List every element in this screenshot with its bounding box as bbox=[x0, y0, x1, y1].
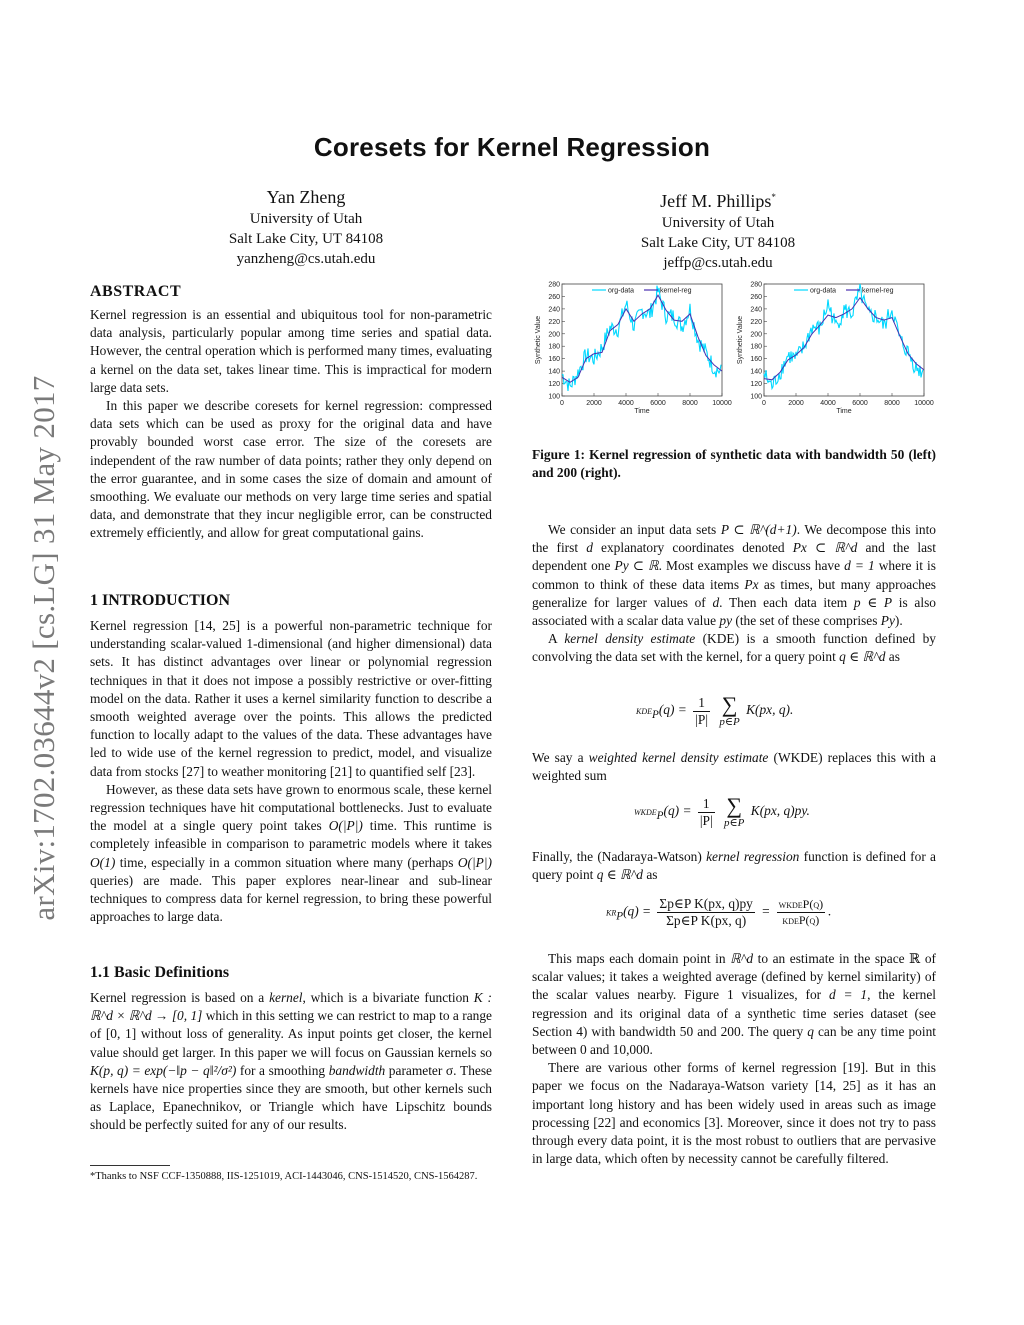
legend-label-org-data: org-data bbox=[810, 287, 837, 295]
text-run: . Then each data item bbox=[719, 594, 854, 610]
text-run: We say a bbox=[532, 750, 589, 765]
sigma-symbol: ∑ bbox=[726, 793, 743, 818]
text-run: However, as these data sets have grown to enormous scale, these kernel regression techniques have hit computational bottlenecks. Just to evaluate the model at a single query point takes bbox=[90, 781, 492, 834]
equation-part: K(px, q)py. bbox=[750, 803, 810, 819]
y-tick-label: 240 bbox=[750, 306, 762, 314]
footnote-rule bbox=[90, 1165, 170, 1166]
y-tick-label: 280 bbox=[548, 281, 560, 289]
denominator: Σp∈P K(px, q) bbox=[666, 913, 747, 928]
text-run: (the set of these comprises bbox=[732, 613, 881, 629]
author-name-text: Jeff M. Phillips bbox=[660, 191, 772, 211]
text-run: , the kernel regression and its original data of a synthetic time series dataset (see Section 4) with bandwidth 50 and 200. The query bbox=[532, 987, 937, 1039]
math-inline: d = 1 bbox=[828, 987, 868, 1003]
intro-paragraph: Kernel regression [14, 25] is a powerful non-parametric technique for understanding scalar-valued 1-dimensional (and higher dimensional) data sets. It has distinct advantages over linear or polynomial regression techniques in that it does not impose a possibly restrictive or over-fitting model on the data. Rather it uses a kernel similarity function to describe a smooth weighted average over the points. This allows the predicted function to locally adapt to the values of the data. These advantages have led to wide use of the kernel regression to predict, model, and visualize data from stocks [27] to weather monitoring [21] to quantified self [23]. bbox=[90, 618, 492, 779]
abstract-heading: ABSTRACT bbox=[90, 283, 182, 300]
text-run: as bbox=[642, 867, 658, 883]
y-tick-label: 260 bbox=[750, 293, 762, 301]
text-run: Finally, the (Nadaraya-Watson) bbox=[532, 849, 707, 864]
legend-label-kernel-reg: kernel-reg bbox=[862, 287, 894, 295]
legend-label-kernel-reg: kernel-reg bbox=[660, 287, 692, 295]
text-run: Kernel regression is based on a bbox=[90, 990, 270, 1005]
y-tick-label: 180 bbox=[750, 343, 762, 351]
math-inline: q ∈ ℝ^d bbox=[596, 867, 643, 883]
math-inline: O(1) bbox=[90, 854, 116, 870]
author-address: Salt Lake City, UT 84108 bbox=[640, 235, 796, 251]
denominator: kdeP(q) bbox=[782, 913, 820, 927]
fraction bbox=[777, 897, 825, 928]
math-inline: K(p, q) = exp(−‖p − q‖²/σ²) bbox=[90, 1062, 237, 1078]
sum-index: p∈P bbox=[719, 716, 740, 728]
y-tick-label: 160 bbox=[750, 356, 762, 364]
basic-definitions-body bbox=[90, 989, 492, 1135]
text-run: (KDE) is a smooth function defined by convolving the data set with the kernel, for a query point bbox=[532, 631, 936, 665]
y-tick-label: 260 bbox=[548, 293, 560, 301]
paragraph bbox=[532, 630, 936, 666]
summation bbox=[724, 795, 744, 829]
math-inline: d bbox=[586, 540, 593, 556]
y-tick-label: 220 bbox=[548, 318, 560, 326]
y-tick-label: 200 bbox=[750, 331, 762, 339]
text-run: is also associated with a scalar data value bbox=[532, 594, 937, 629]
author-affiliation: University of Utah bbox=[661, 215, 775, 231]
subsection-heading-basic-definitions: 1.1 Basic Definitions bbox=[90, 964, 230, 981]
arxiv-stamp: arXiv:1702.03644v2 [cs.LG] 31 May 2017 bbox=[26, 375, 61, 921]
right-column-body-1 bbox=[532, 521, 936, 667]
author-name: Yan Zheng bbox=[266, 187, 346, 207]
text-run: , which is a bivariate function bbox=[302, 990, 474, 1005]
denominator: |P| bbox=[695, 711, 708, 727]
fraction bbox=[698, 796, 715, 829]
y-axis-label: Synthetic Value bbox=[737, 315, 744, 365]
text-run: function is defined for a query point bbox=[532, 849, 936, 883]
fraction bbox=[657, 896, 754, 929]
text-run: . Most examples we discuss have bbox=[658, 558, 845, 574]
x-tick-label: 8000 bbox=[682, 400, 698, 407]
x-axis-label: Time bbox=[634, 408, 650, 415]
equation-wkde bbox=[634, 795, 810, 829]
x-axis-label: Time bbox=[836, 408, 852, 415]
equation-kernel-regression bbox=[606, 896, 831, 929]
author-block-2 bbox=[568, 185, 868, 273]
numerator: Σp∈P K(px, q)py bbox=[659, 896, 753, 911]
text-run: time, especially in a common situation where many (perhaps bbox=[115, 854, 458, 870]
paragraph bbox=[532, 521, 936, 630]
equation-part: = bbox=[761, 903, 771, 919]
numerator: 1 bbox=[698, 796, 715, 813]
equation-kde bbox=[636, 694, 793, 728]
abstract-paragraph: Kernel regression is an essential and ubiquitous tool for non-parametric data analysis, particularly popular among time series and spatial data. However, the central operation which is performed many times, evaluating a kernel on the data set, takes linear time. This is impractical for modern large data sets. bbox=[90, 307, 492, 395]
text-run: time. This runtime is completely infeasible in comparison to parametric models where it takes bbox=[90, 818, 493, 852]
x-tick-label: 6000 bbox=[650, 400, 666, 407]
y-tick-label: 220 bbox=[750, 318, 762, 326]
y-tick-label: 100 bbox=[548, 393, 560, 401]
x-tick-label: 0 bbox=[560, 400, 564, 407]
x-tick-label: 2000 bbox=[788, 400, 804, 407]
math-inline: d = 1 bbox=[844, 558, 875, 574]
subscript: P bbox=[656, 809, 664, 822]
abstract-body bbox=[90, 306, 492, 543]
x-tick-label: 0 bbox=[762, 400, 766, 407]
math-inline: q bbox=[807, 1023, 814, 1039]
x-tick-label: 4000 bbox=[820, 400, 836, 407]
equation-part: . bbox=[828, 903, 832, 919]
emphasis: kernel regression bbox=[706, 849, 800, 864]
y-tick-label: 140 bbox=[750, 368, 762, 376]
footnote-mark: * bbox=[771, 192, 776, 202]
text-run: We consider an input data sets bbox=[548, 522, 721, 537]
math-inline: Py ⊂ ℝ bbox=[614, 558, 659, 574]
math-inline: P ⊂ ℝ^(d+1) bbox=[720, 522, 797, 537]
x-tick-label: 10000 bbox=[712, 400, 732, 407]
y-tick-label: 200 bbox=[548, 331, 560, 339]
text-run: ). bbox=[894, 613, 903, 629]
legend-label-org-data: org-data bbox=[608, 287, 635, 295]
chart-panel-left bbox=[535, 282, 732, 416]
paper-title: Coresets for Kernel Regression bbox=[313, 132, 711, 162]
sigma-symbol: ∑ bbox=[721, 692, 738, 717]
text-run: parameter σ. These kernels have nice properties since they are smooth, but other kernels such as Laplace, Epanechnikov, or Triangle which have Lipschitz bounds should be perfectly suited for any of our results. bbox=[90, 1062, 492, 1133]
author-block-1 bbox=[156, 185, 456, 269]
fraction bbox=[693, 695, 710, 728]
sum-index: p∈P bbox=[724, 817, 745, 829]
introduction-body bbox=[90, 617, 492, 926]
right-column-body-3 bbox=[532, 848, 936, 884]
equation-part: (q) = bbox=[658, 702, 687, 718]
text-run: as times, but many approaches generalize for larger values of bbox=[532, 576, 936, 610]
x-tick-label: 2000 bbox=[586, 400, 602, 407]
function-name: kde bbox=[636, 703, 652, 718]
paragraph bbox=[532, 848, 936, 884]
denominator: |P| bbox=[699, 812, 713, 828]
author-address: Salt Lake City, UT 84108 bbox=[228, 231, 384, 247]
text-run: explanatory coordinates denoted bbox=[592, 540, 793, 556]
y-tick-label: 160 bbox=[548, 356, 560, 364]
summation bbox=[719, 694, 739, 728]
paragraph: There are various other forms of kernel regression [19]. But in this paper we focus on the Nadaraya-Watson variety [14, 25] as it has an important long history and has been widely used in areas such as image processing [22] and economics [3]. Moreover, since it does not try to pass through every data point, it is the most robust to outliers that are pervasive in large data, which often by necessity cannot be carefully filtered. bbox=[532, 1060, 936, 1167]
text-run: (WKDE) replaces this with a weighted sum bbox=[532, 750, 936, 784]
y-axis-label: Synthetic Value bbox=[535, 315, 542, 365]
text-run: to an estimate in the space ℝ of scalar values; it takes a weighted average (defined by kernel similarity) of the scalar values nearby. Figure 1 visualizes, for bbox=[532, 951, 936, 1003]
figure-caption: Figure 1: Kernel regression of synthetic data with bandwidth 50 (left) and 200 (right). bbox=[532, 447, 936, 481]
x-tick-label: 4000 bbox=[618, 400, 634, 407]
chart-panel-right bbox=[737, 282, 934, 416]
subscript: P bbox=[616, 910, 624, 923]
emphasis: weighted kernel density estimate bbox=[588, 750, 769, 765]
y-tick-label: 140 bbox=[548, 368, 560, 376]
math-inline: q ∈ ℝ^d bbox=[839, 649, 886, 665]
y-tick-label: 280 bbox=[750, 281, 762, 289]
paragraph bbox=[532, 950, 936, 1059]
text-run: where it is common to think of these data items bbox=[532, 558, 936, 592]
author-email: jeffp@cs.utah.edu bbox=[663, 255, 773, 271]
text-run: . We decompose this into the first bbox=[532, 522, 936, 556]
text-run: as bbox=[885, 649, 900, 665]
function-name: wkde bbox=[634, 804, 657, 819]
text-run: for a smoothing bbox=[236, 1062, 329, 1078]
text-run: A bbox=[548, 631, 565, 647]
text-run: which in this setting we can restrict to map to a range of [0, 1] without loss of generality. As input points get closer, the kernel value should get larger. In this paper we will focus on Gaussian kernels so bbox=[90, 1008, 492, 1060]
math-inline: ℝ^d bbox=[730, 951, 754, 966]
plot-frame bbox=[764, 284, 924, 396]
equation-part: (q) = bbox=[663, 803, 692, 819]
math-inline: d bbox=[712, 594, 720, 610]
text-run: and the last dependent one bbox=[532, 540, 936, 574]
author-email: yanzheng@cs.utah.edu bbox=[236, 251, 376, 267]
figure-1 bbox=[532, 276, 942, 420]
function-name: kr bbox=[606, 904, 617, 919]
right-column-body-4 bbox=[532, 950, 936, 1168]
text-run: This maps each domain point in bbox=[548, 951, 731, 966]
y-tick-label: 120 bbox=[548, 381, 560, 389]
math-inline: O(|P|) bbox=[457, 854, 492, 870]
subscript: P bbox=[652, 708, 659, 721]
equation-part: K(px, q). bbox=[746, 702, 794, 718]
emphasis: bandwidth bbox=[328, 1062, 386, 1078]
intro-paragraph bbox=[90, 781, 492, 927]
text-run: can be any time point between 0 and 10,000. bbox=[532, 1023, 936, 1058]
math-inline: K : ℝ^d × ℝ^d → [0, 1] bbox=[90, 990, 492, 1024]
numerator: 1 bbox=[693, 695, 710, 712]
math-inline: Px bbox=[744, 576, 759, 592]
right-column-body-2 bbox=[532, 749, 936, 785]
x-tick-label: 8000 bbox=[884, 400, 900, 407]
math-inline: py bbox=[719, 613, 733, 629]
math-inline: p ∈ P bbox=[853, 594, 893, 610]
math-inline: Px ⊂ ℝ^d bbox=[792, 540, 858, 556]
y-tick-label: 180 bbox=[548, 343, 560, 351]
x-tick-label: 10000 bbox=[914, 400, 934, 407]
definitions-paragraph bbox=[90, 989, 492, 1135]
math-inline: O(|P|) bbox=[328, 818, 363, 834]
x-tick-label: 6000 bbox=[852, 400, 868, 407]
author-affiliation: University of Utah bbox=[249, 211, 363, 227]
abstract-paragraph: In this paper we describe coresets for kernel regression: compressed data sets which can be used as proxy for the original data and have provably bounded worst case error. The size of the coresets are independent of the raw number of data points; rather they only depend on the error guarantee, and in some cases the size of domain and amount of smoothing. We evaluate our methods on very large time series and spatial data, and demonstrate that they incur negligible error, can be constructed extremely efficiently, and allow for great computational gains. bbox=[90, 398, 492, 541]
math-inline: Py bbox=[880, 613, 895, 629]
emphasis: kernel density estimate bbox=[564, 631, 696, 647]
author-name bbox=[568, 185, 868, 213]
equation-part: (q) = bbox=[623, 903, 652, 919]
y-tick-label: 120 bbox=[750, 381, 762, 389]
y-tick-label: 240 bbox=[548, 306, 560, 314]
paragraph bbox=[532, 749, 936, 785]
footnote: *Thanks to NSF CCF-1350888, IIS-1251019, ACI-1443046, CNS-1514520, CNS-1564287. bbox=[90, 1171, 478, 1182]
emphasis: kernel bbox=[269, 990, 303, 1005]
section-heading-introduction: 1 INTRODUCTION bbox=[90, 592, 231, 609]
y-tick-label: 100 bbox=[750, 393, 762, 401]
text-run: queries) are made. This paper explores near-linear and sub-linear techniques to compress data for kernel regression, to bring these powerful approaches to large data. bbox=[90, 872, 492, 925]
numerator: wkdeP(q) bbox=[778, 897, 824, 911]
